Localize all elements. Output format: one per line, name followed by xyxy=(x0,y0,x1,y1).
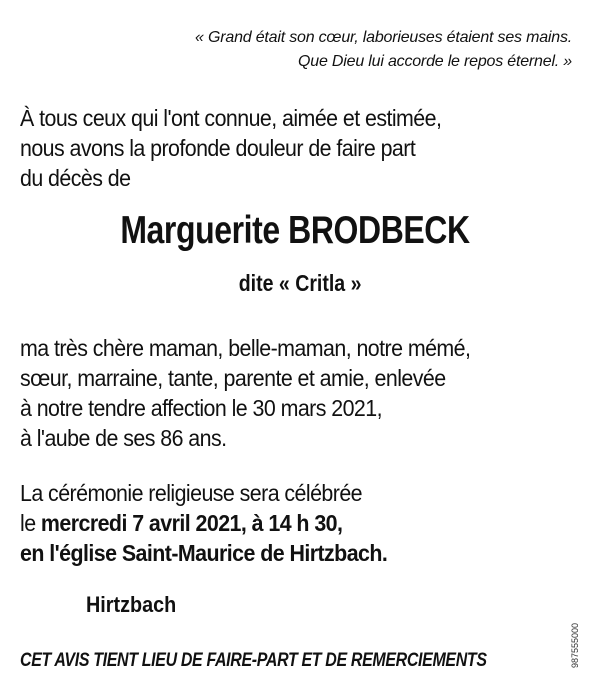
quote-line-1: « Grand était son cœur, laborieuses étaient ses mains. xyxy=(195,29,572,46)
intro-paragraph xyxy=(20,103,441,193)
ceremony-line-3 xyxy=(20,538,387,568)
ceremony-date-time: mercredi 7 avril 2021, à 14 h 30, xyxy=(40,510,343,536)
quote-line-2: Que Dieu lui accorde le repos éternel. » xyxy=(298,53,572,70)
deceased-name: Marguerite BRODBECK xyxy=(120,209,470,252)
relation-line-4: à l'aube de ses 86 ans. xyxy=(20,425,227,451)
ceremony-date-prefix: le xyxy=(20,510,41,536)
relation-line-1: ma très chère maman, belle-maman, notre mémé, xyxy=(20,335,471,361)
closing-notice: CET AVIS TIENT LIEU DE FAIRE-PART ET DE REMERCIEMENTS xyxy=(20,650,487,671)
ceremony-line-1: La cérémonie religieuse sera célébrée xyxy=(20,480,363,506)
intro-line-1: À tous ceux qui l'ont connue, aimée et estimée, xyxy=(20,105,442,131)
epigraph-quote xyxy=(52,26,572,74)
ceremony-line-2 xyxy=(20,508,387,538)
family-place: Hirtzbach xyxy=(86,592,177,617)
ceremony-location: en l'église Saint-Maurice de Hirtzbach. xyxy=(20,540,388,566)
relation-line-2: sœur, marraine, tante, parente et amie, enlevée xyxy=(20,365,446,391)
ceremony-paragraph xyxy=(20,478,387,568)
intro-line-3: du décès de xyxy=(20,165,131,191)
intro-line-2: nous avons la profonde douleur de faire part xyxy=(20,135,416,161)
reference-number: 987555000 xyxy=(570,622,580,668)
deceased-alias: dite « Critla » xyxy=(238,270,362,296)
relation-line-3: à notre tendre affection le 30 mars 2021, xyxy=(20,395,383,421)
relation-paragraph xyxy=(20,333,470,453)
